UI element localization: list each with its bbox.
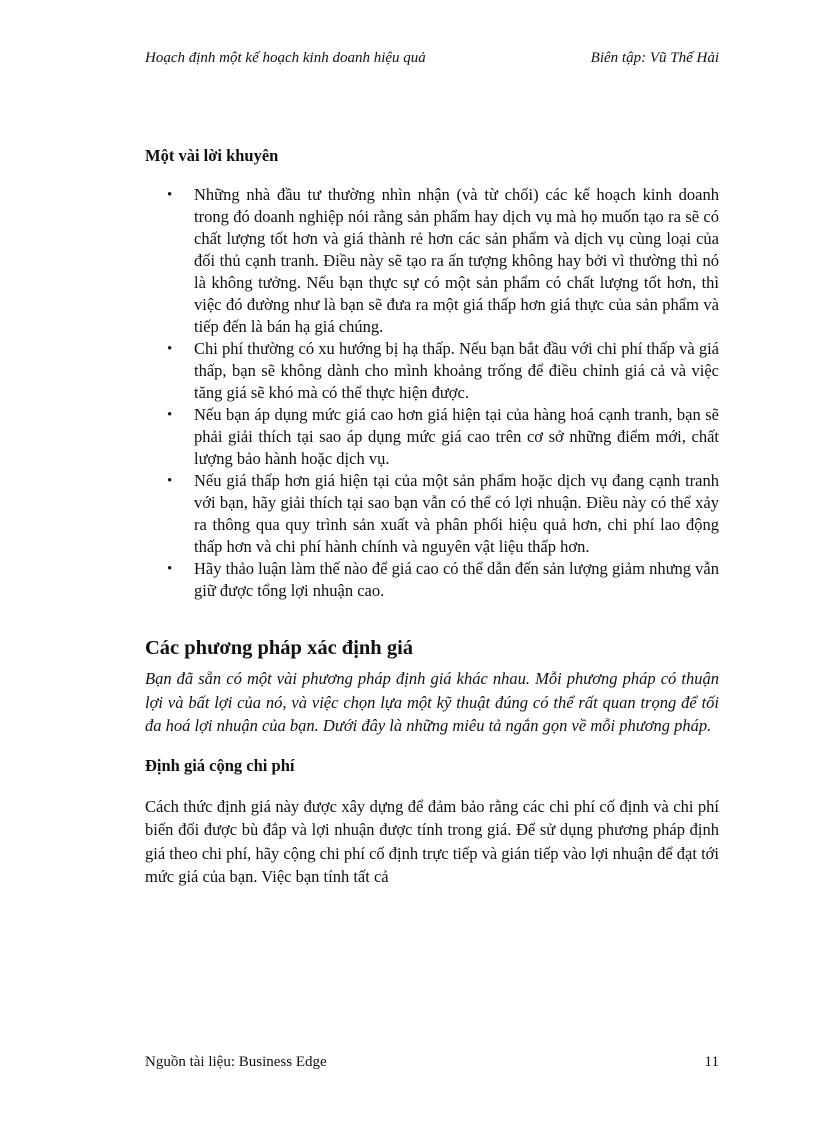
bullet-icon: • (167, 473, 173, 489)
section-intro: Bạn đã sẵn có một vài phương pháp định giá khác nhau. Mỗi phương pháp có thuận lợi và bất lợi của nó, và việc chọn lựa một kỹ thuật đúng có thể rất quan trọng để tối đa hoá lợi nhuận của bạn. Dưới đây là những miêu tả ngắn gọn về mỗi phương pháp. (145, 669, 719, 735)
list-item-text: Nếu giá thấp hơn giá hiện tại của một sản phẩm hoặc dịch vụ đang cạnh tranh với bạn, hãy giải thích tại sao bạn vẫn có thể có lợi nhuận. Điều này có thể xảy ra thông qua quy trình sản xuất và phân phối hiệu quả hơn, chi phí lao động thấp hơn và chi phí hành chính và nguyên vật liệu thấp hơn. (194, 471, 719, 556)
list-item-text: Chi phí thường có xu hướng bị hạ thấp. Nếu bạn bắt đầu với chi phí thấp và giá thấp, bạn sẽ không dành cho mình khoảng trống để điều chỉnh giá cả và việc tăng giá sẽ khó mà có thể thực hiện được. (194, 339, 719, 402)
list-item (145, 558, 719, 602)
list-item-text: Những nhà đầu tư thường nhìn nhận (và từ chối) các kế hoạch kinh doanh trong đó doanh nghiệp nói rằng sản phẩm hay dịch vụ mà họ muốn tạo ra sẽ có chất lượng tốt hơn và giá thành rẻ hơn các sản phẩm và dịch vụ cùng loại của đối thủ cạnh tranh. Điều này sẽ tạo ra ấn tượng không hay bởi vì thường thì nó là không tưởng. Nếu bạn thực sự có một sản phẩm có chất lượng tốt hơn, thì việc đó đường như là bạn sẽ đưa ra một giá thấp hơn giá thực của sản phẩm và tiếp đến là bán hạ giá chúng. (194, 185, 719, 336)
bullet-icon: • (167, 561, 173, 577)
source-note: Nguồn tài liệu: Business Edge (145, 1054, 327, 1070)
bullet-icon: • (167, 341, 173, 357)
page-content (145, 145, 719, 889)
editor-credit: Biên tập: Vũ Thế Hải (590, 50, 719, 66)
bullet-icon: • (167, 407, 173, 423)
advice-list (145, 184, 719, 602)
advice-heading: Một vài lời khuyên (145, 146, 279, 165)
document-title: Hoạch định một kế hoạch kinh doanh hiệu quả (145, 50, 426, 66)
subsection-heading: Định giá cộng chi phí (145, 755, 295, 775)
list-item (145, 404, 719, 470)
page-number: 11 (704, 1054, 719, 1070)
bullet-icon: • (167, 187, 173, 203)
list-item-text: Nếu bạn áp dụng mức giá cao hơn giá hiện tại của hàng hoá cạnh tranh, bạn sẽ phải giải thích tại sao áp dụng mức giá cao trên cơ sở những điểm mới, chất lượng bảo hành hoặc dịch vụ. (194, 405, 719, 468)
body-paragraph: Cách thức định giá này được xây dựng để đảm bảo rằng các chi phí cố định và chi phí biến đổi được bù đắp và lợi nhuận được tính trong giá. Để sử dụng phương pháp định giá theo chi phí, hãy cộng chi phí cố định trực tiếp và gián tiếp vào lợi nhuận để đạt tới mức giá của bạn. Việc bạn tính tất cả (145, 796, 719, 886)
list-item (145, 470, 719, 558)
list-item (145, 338, 719, 404)
list-item (145, 184, 719, 338)
list-item-text: Hãy thảo luận làm thế nào để giá cao có thể dẫn đến sản lượng giảm nhưng vẫn giữ được tổng lợi nhuận cao. (194, 559, 719, 600)
page-header (145, 50, 719, 72)
section-heading: Các phương pháp xác định giá (145, 637, 414, 659)
